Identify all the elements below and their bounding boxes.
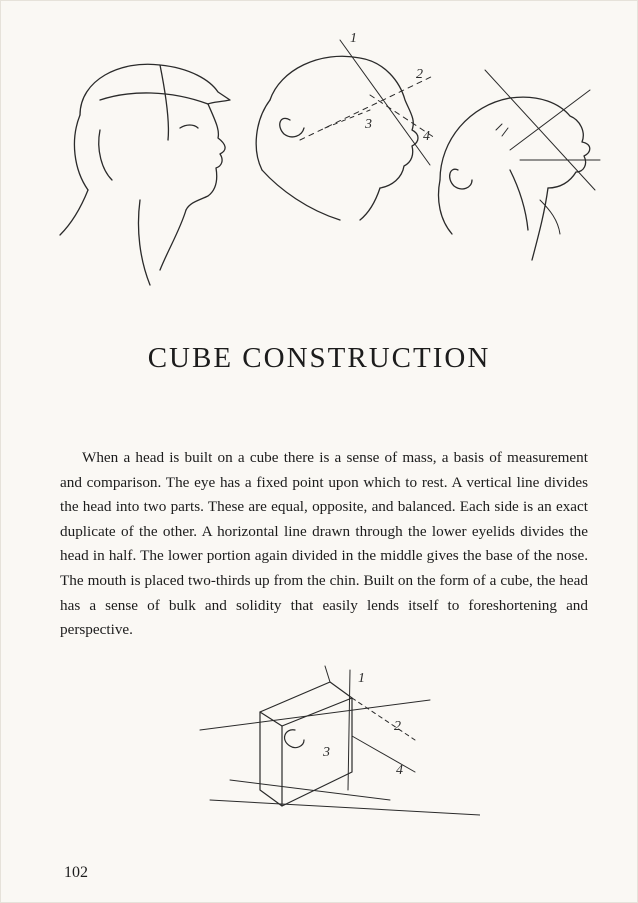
body-paragraph: When a head is built on a cube there is a sense of mass, a basis of measurement and comparison. The eye has a fixed point upon which to rest. A vertical line divides the head into two parts. These are equal, opposite, and balanced. Each side is an exact duplicate of the other. A horizontal line drawn through the lower eyelids divides the head in half. The lower portion again divided in the middle gives the base of the nose. The mouth is placed two-thirds up from the chin. Built on the form of a cube, the head has a sense of bulk and solidity that easily lends itself to foreshortening and perspective.	[60, 449, 588, 639]
label-3-cube: 3	[323, 745, 330, 760]
label-4-cube: 4	[396, 763, 403, 778]
page-title: CUBE CONSTRUCTION	[147, 342, 491, 374]
head-sketches-illustration	[40, 20, 610, 320]
head-sketch-woman-cap	[60, 64, 230, 285]
page-number: 102	[64, 864, 88, 881]
label-2-top: 2	[416, 67, 423, 82]
label-2-cube: 2	[394, 719, 401, 734]
label-1-top: 1	[350, 31, 357, 46]
label-4-top: 4	[423, 129, 430, 144]
cube-diagram-illustration	[180, 660, 480, 830]
label-1-cube: 1	[358, 671, 365, 686]
label-3-top: 3	[365, 117, 372, 132]
cube-sketch	[200, 666, 480, 815]
head-sketch-upturned-head	[439, 70, 601, 260]
head-sketch-tilted-profile	[256, 31, 435, 220]
